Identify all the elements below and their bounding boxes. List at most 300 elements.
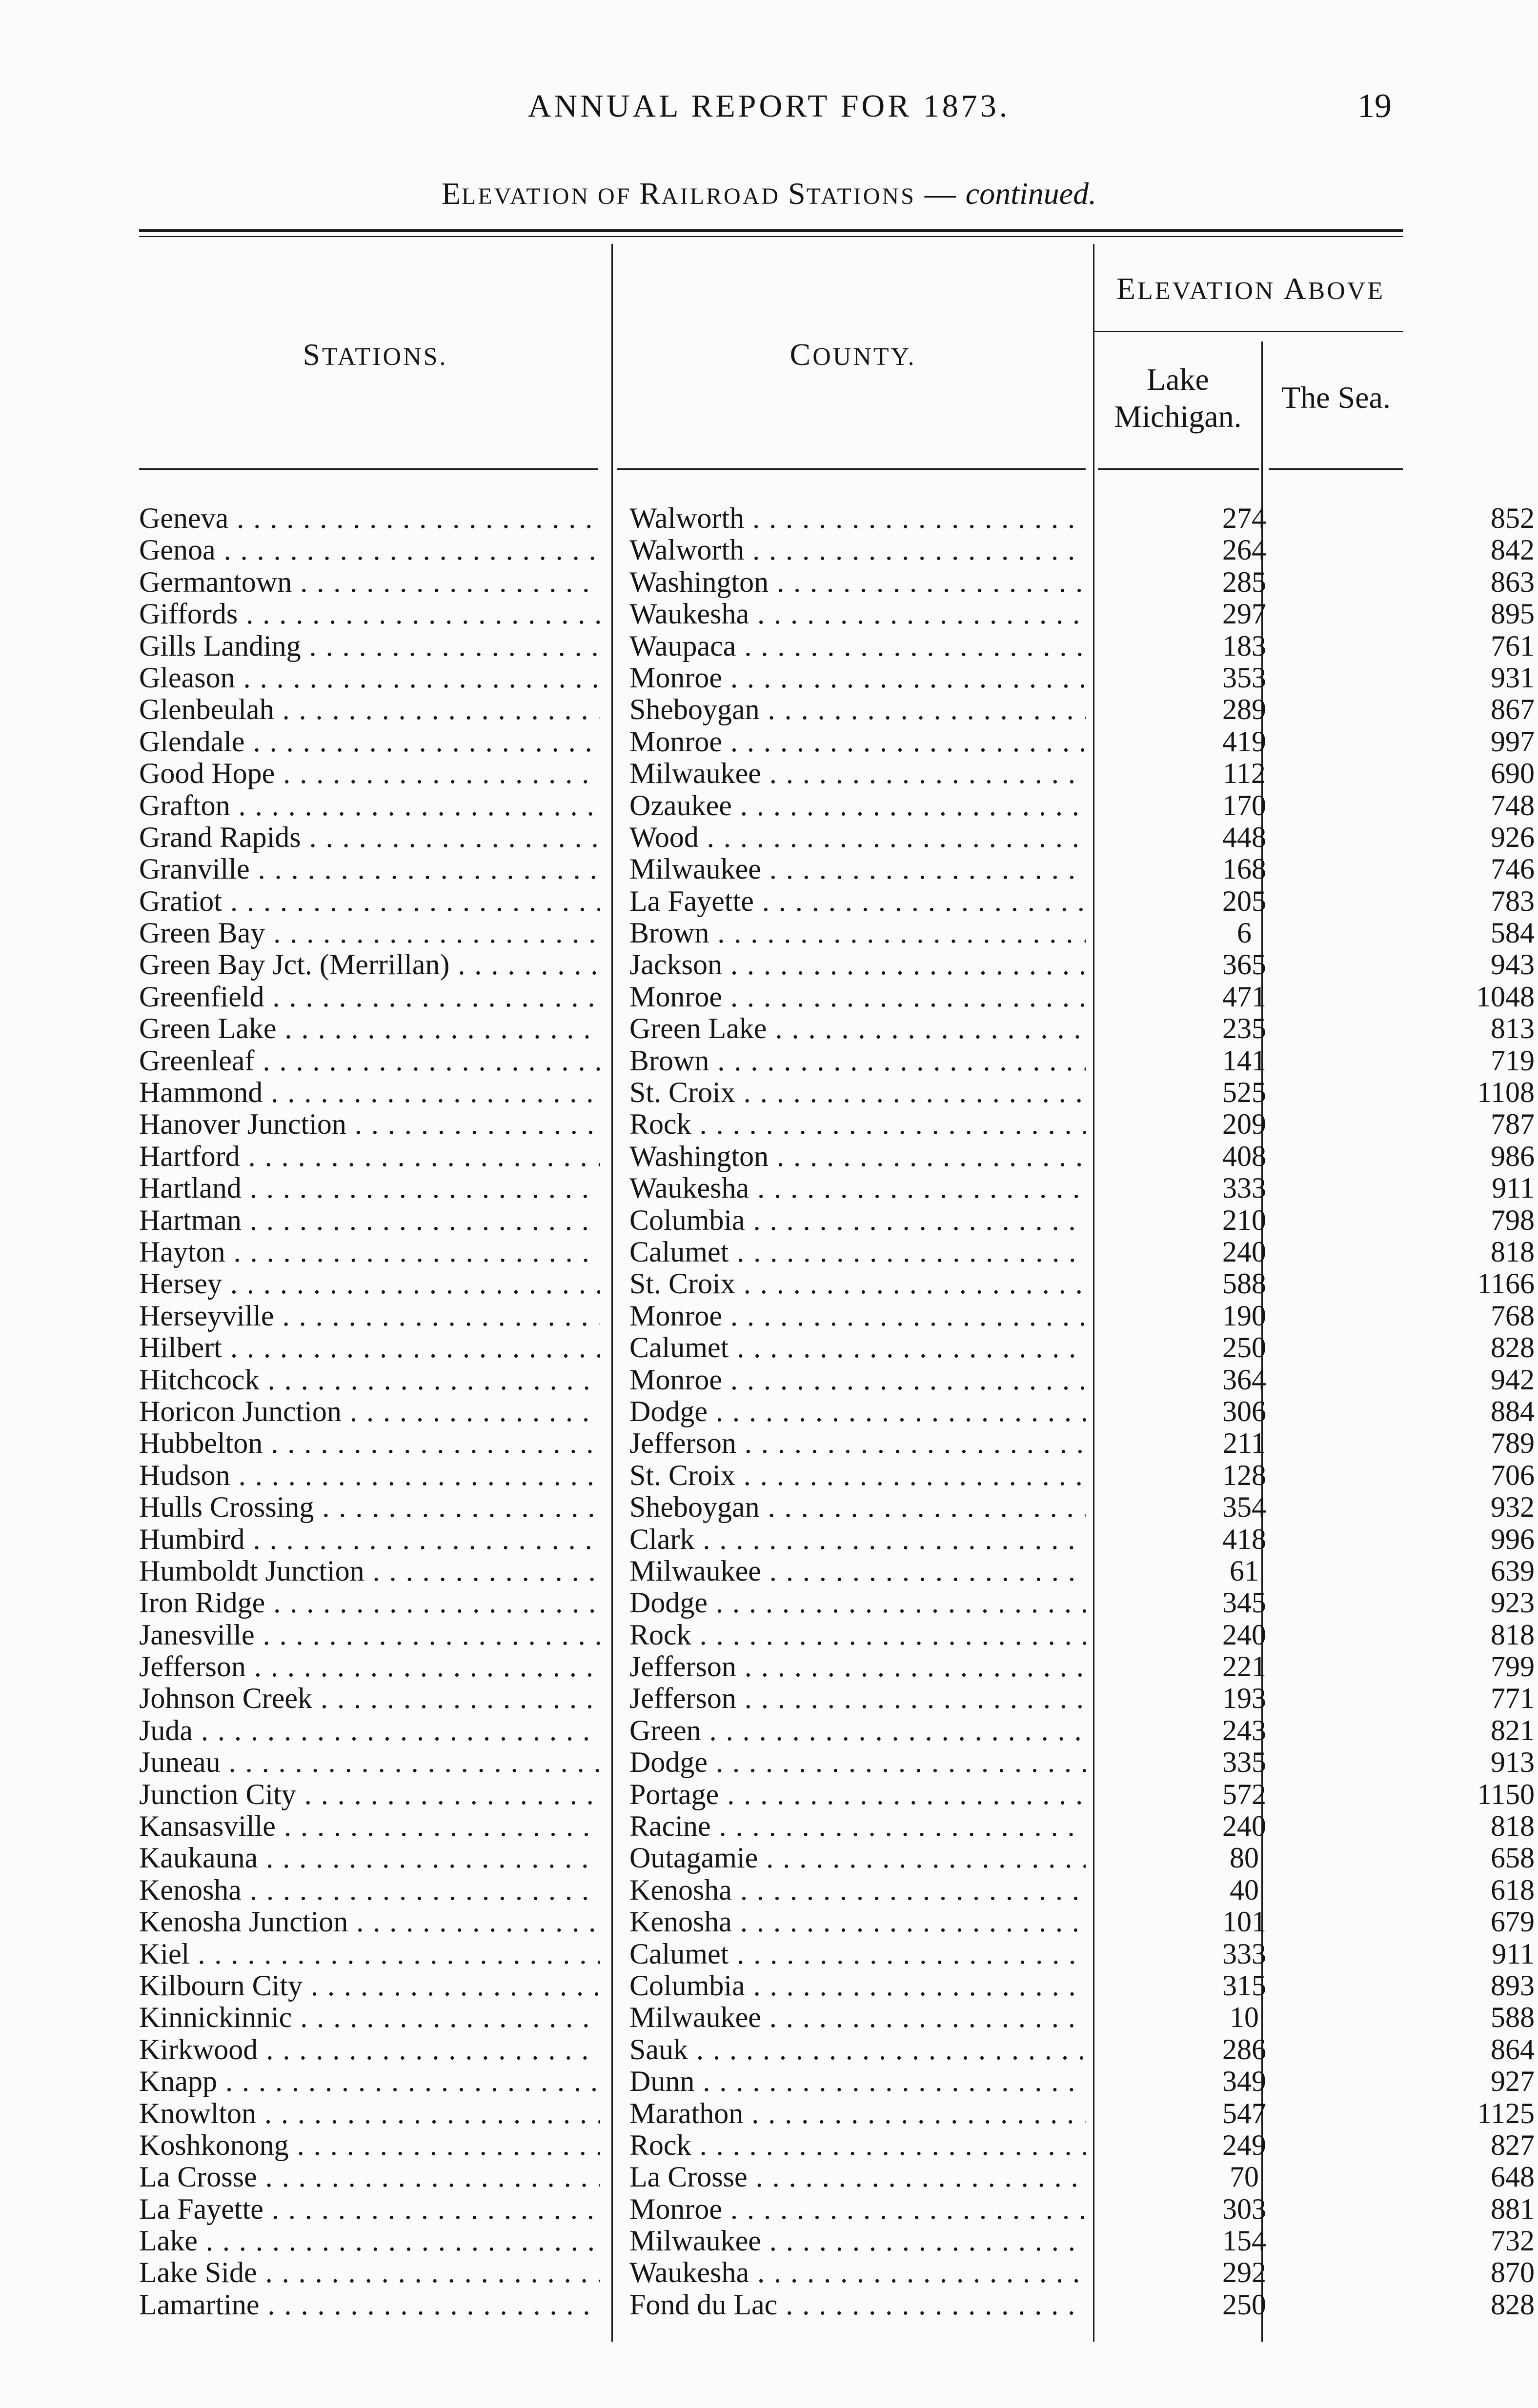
table-row (139, 1523, 1535, 1555)
elevation-sea: 732 (1491, 2225, 1535, 2257)
county-name: Jefferson . . . (629, 1651, 1086, 1683)
elevation-sea: 798 (1491, 1204, 1535, 1236)
elevation-lake-michigan: 61 (1230, 1555, 1259, 1587)
table-row (139, 1395, 1535, 1427)
elevation-lake-michigan: 170 (1222, 789, 1266, 822)
county-name: St. Croix . . . (629, 1268, 1086, 1300)
elevation-sea: 821 (1491, 1714, 1535, 1746)
table-row (139, 725, 1535, 758)
county-name: Monroe . . . (629, 1364, 1086, 1396)
county-name: Waukesha . . . (629, 1172, 1086, 1204)
station-name: Hanover Junction . . . (139, 1108, 600, 1140)
elevation-sea: 884 (1491, 1395, 1535, 1427)
station-name: Kenosha Junction . . . (139, 1906, 600, 1938)
elevation-lake-michigan: 250 (1222, 1332, 1266, 1364)
elevation-lake-michigan: 240 (1222, 1236, 1266, 1268)
elevation-lake-michigan: 349 (1222, 2066, 1266, 2098)
elevation-sea: 870 (1491, 2257, 1535, 2289)
county-name: Green . . . (629, 1715, 1086, 1746)
elevation-sea: 1048 (1476, 981, 1535, 1013)
page-number: 19 (1357, 87, 1392, 125)
elevation-lake-michigan: 243 (1222, 1714, 1266, 1746)
elevation-sea: 719 (1491, 1044, 1535, 1077)
station-name: Grand Rapids . . . (139, 822, 600, 853)
county-name: Portage . . . (629, 1779, 1086, 1810)
station-name: Knowlton . . . (139, 2098, 600, 2129)
elevation-sea: 818 (1491, 1619, 1535, 1651)
elevation-lake-michigan: 141 (1222, 1044, 1266, 1077)
column-header-county: COUNTY. (789, 337, 916, 372)
county-name: Racine . . . (629, 1810, 1086, 1842)
county-name: Waukesha . . . (629, 598, 1086, 630)
county-name: Dodge . . . (629, 1587, 1086, 1619)
county-name: Walworth . . . (629, 534, 1086, 566)
station-name: Herseyville . . . (139, 1300, 600, 1332)
table-row (139, 598, 1535, 630)
station-name: La Crosse . . . (139, 2161, 600, 2193)
elevation-lake-michigan: 525 (1222, 1077, 1266, 1109)
elevation-lake-michigan: 154 (1222, 2225, 1266, 2257)
table-row (139, 1619, 1535, 1651)
county-name: Monroe . . . (629, 726, 1086, 758)
table-row (139, 885, 1535, 917)
table-row (139, 2002, 1535, 2034)
header-bottom-rule-county (617, 468, 1086, 470)
elevation-lake-michigan: 112 (1223, 758, 1266, 790)
table-row (139, 1108, 1535, 1141)
elevation-sea: 818 (1491, 1236, 1535, 1268)
table-row (139, 2193, 1535, 2225)
elevation-sea: 679 (1491, 1906, 1535, 1938)
station-name: Green Lake . . . (139, 1013, 600, 1044)
table-row (139, 2033, 1535, 2066)
station-name: Hammond . . . (139, 1077, 600, 1108)
table-row (139, 917, 1535, 949)
top-rule-thick (139, 229, 1403, 232)
station-name: Granville . . . (139, 853, 600, 885)
station-name: Humbird . . . (139, 1524, 600, 1555)
station-name: Green Bay . . . (139, 917, 600, 949)
station-name: Junction City . . . (139, 1779, 600, 1810)
elevation-lake-michigan: 10 (1230, 2002, 1259, 2034)
table-row (139, 1874, 1535, 1906)
station-name: Janesville . . . (139, 1619, 600, 1651)
elevation-lake-michigan: 235 (1222, 1013, 1266, 1045)
elevation-sea: 927 (1491, 2066, 1535, 2098)
county-name: Green Lake . . . (629, 1013, 1086, 1044)
table-row (139, 1778, 1535, 1810)
table-row (139, 1459, 1535, 1491)
county-name: Ozaukee . . . (629, 790, 1086, 822)
column-header-lake-michigan: Lake Michigan. (1114, 362, 1242, 434)
station-name: Gills Landing . . . (139, 630, 600, 662)
table-row (139, 1300, 1535, 1332)
county-name: Milwaukee . . . (629, 1555, 1086, 1587)
station-name: Kirkwood . . . (139, 2034, 600, 2066)
elevation-lake-michigan: 286 (1222, 2033, 1266, 2066)
column-header-stations: STATIONS. (303, 337, 448, 372)
elevation-sea: 997 (1491, 725, 1535, 758)
station-name: La Fayette . . . (139, 2193, 600, 2225)
station-name: Koshkonong . . . (139, 2129, 600, 2161)
table-row (139, 2066, 1535, 2098)
elevation-sea: 867 (1491, 694, 1535, 726)
elevation-sea: 881 (1491, 2193, 1535, 2225)
elevation-lake-michigan: 353 (1222, 662, 1266, 694)
elevation-lake-michigan: 303 (1222, 2193, 1266, 2225)
station-name: Hulls Crossing . . . (139, 1491, 600, 1523)
table-row (139, 566, 1535, 598)
table-row (139, 821, 1535, 853)
table-row (139, 1810, 1535, 1843)
table-row (139, 758, 1535, 790)
county-name: Monroe . . . (629, 981, 1086, 1013)
elevation-lake-michigan: 364 (1222, 1364, 1266, 1396)
table-title: ELEVATION OF RAILROAD STATIONS — continued. (441, 176, 1097, 211)
county-name: Outagamie . . . (629, 1842, 1086, 1874)
station-name: Hitchcock . . . (139, 1364, 600, 1396)
county-name: Rock . . . (629, 2129, 1086, 2161)
station-name: Juda . . . (139, 1715, 600, 1746)
table-row (139, 1938, 1535, 1970)
county-name: Brown . . . (629, 1045, 1086, 1077)
elevation-sea: 746 (1491, 853, 1535, 885)
station-name: Hudson . . . (139, 1460, 600, 1491)
station-name: Good Hope . . . (139, 758, 600, 789)
column-header-elevation-above: ELEVATION ABOVE (1116, 271, 1385, 306)
elevation-sea: 584 (1491, 917, 1535, 949)
elevation-lake-michigan: 193 (1222, 1683, 1266, 1715)
station-name: Kaukauna . . . (139, 1842, 600, 1874)
table-row (139, 853, 1535, 885)
county-name: Columbia . . . (629, 1204, 1086, 1236)
elevation-sea: 828 (1491, 2288, 1535, 2321)
station-name: Hilbert . . . (139, 1332, 600, 1364)
county-name: Washington . . . (629, 1141, 1086, 1172)
county-name: Sheboygan . . . (629, 694, 1086, 725)
station-name: Hartford . . . (139, 1141, 600, 1172)
county-name: Monroe . . . (629, 1300, 1086, 1332)
table-row (139, 789, 1535, 822)
elevation-lake-michigan: 471 (1222, 981, 1266, 1013)
elevation-sea: 787 (1491, 1108, 1535, 1141)
table-row (139, 1555, 1535, 1587)
elevation-lake-michigan: 211 (1223, 1427, 1266, 1460)
elevation-lake-michigan: 70 (1230, 2161, 1259, 2193)
elevation-sea: 986 (1491, 1140, 1535, 1172)
elevation-lake-michigan: 183 (1222, 630, 1266, 662)
table-row (139, 1172, 1535, 1204)
county-name: Sheboygan . . . (629, 1491, 1086, 1523)
station-name: Humboldt Junction . . . (139, 1555, 600, 1587)
elevation-lake-michigan: 40 (1230, 1874, 1259, 1906)
elevation-lake-michigan: 588 (1222, 1268, 1266, 1300)
station-name: Grafton . . . (139, 790, 600, 822)
elevation-lake-michigan: 240 (1222, 1810, 1266, 1843)
table-row (139, 534, 1535, 566)
station-name: Lake Side . . . (139, 2257, 600, 2288)
elevation-sea: 864 (1491, 2033, 1535, 2066)
table-row (139, 1077, 1535, 1109)
elevation-sea: 618 (1491, 1874, 1535, 1906)
elevation-sea: 648 (1491, 2161, 1535, 2193)
elevation-lake-michigan: 335 (1222, 1746, 1266, 1779)
elevation-sea: 913 (1491, 1746, 1535, 1779)
elevation-sea: 842 (1491, 534, 1535, 566)
elevation-table (139, 502, 1535, 2321)
station-name: Johnson Creek . . . (139, 1683, 600, 1714)
elevation-sea: 748 (1491, 789, 1535, 822)
station-name: Gleason . . . (139, 662, 600, 694)
elevation-sea: 690 (1491, 758, 1535, 790)
elevation-lake-michigan: 274 (1222, 502, 1266, 534)
county-name: Monroe . . . (629, 662, 1086, 694)
elevation-lake-michigan: 285 (1222, 566, 1266, 598)
county-name: Calumet . . . (629, 1236, 1086, 1268)
elevation-lake-michigan: 572 (1222, 1778, 1266, 1810)
county-name: Clark . . . (629, 1524, 1086, 1555)
county-name: La Crosse . . . (629, 2161, 1086, 2193)
county-name: St. Croix . . . (629, 1077, 1086, 1108)
table-row (139, 2257, 1535, 2289)
station-name: Geneva . . . (139, 502, 600, 534)
table-row (139, 1268, 1535, 1300)
elevation-sea: 895 (1491, 598, 1535, 630)
table-row (139, 2288, 1535, 2321)
station-name: Hubbelton . . . (139, 1427, 600, 1459)
station-name: Gratiot . . . (139, 885, 600, 917)
elevation-lake-michigan: 205 (1222, 885, 1266, 917)
station-name: Greenleaf . . . (139, 1045, 600, 1077)
elevation-lake-michigan: 418 (1222, 1523, 1266, 1555)
county-name: Milwaukee . . . (629, 853, 1086, 885)
station-name: Kinnickinnic . . . (139, 2002, 600, 2033)
elevation-sea: 931 (1491, 662, 1535, 694)
station-name: Genoa . . . (139, 534, 600, 566)
elevation-lake-michigan: 292 (1222, 2257, 1266, 2289)
elevation-sea: 996 (1491, 1523, 1535, 1555)
elevation-lake-michigan: 221 (1222, 1651, 1266, 1683)
county-name: Monroe . . . (629, 2193, 1086, 2225)
county-name: Jefferson . . . (629, 1427, 1086, 1459)
elevation-lake-michigan: 80 (1230, 1842, 1259, 1874)
elevation-lake-michigan: 306 (1222, 1395, 1266, 1427)
table-row (139, 1714, 1535, 1746)
county-name: La Fayette . . . (629, 885, 1086, 917)
county-name: Dunn . . . (629, 2066, 1086, 2097)
elevation-sea: 789 (1491, 1427, 1535, 1460)
station-name: Giffords . . . (139, 598, 600, 630)
elevation-lake-michigan: 101 (1222, 1906, 1266, 1938)
table-row (139, 949, 1535, 981)
station-name: Kiel . . . (139, 1938, 600, 1970)
elevation-sea: 588 (1491, 2002, 1535, 2034)
top-rule-thin (139, 236, 1403, 237)
county-name: Fond du Lac . . . (629, 2289, 1086, 2321)
table-row (139, 2097, 1535, 2129)
county-name: Dodge . . . (629, 1746, 1086, 1778)
elevation-sea: 1150 (1477, 1778, 1535, 1810)
elevation-sea: 706 (1491, 1459, 1535, 1491)
county-name: Kenosha . . . (629, 1874, 1086, 1906)
county-name: Marathon . . . (629, 2098, 1086, 2129)
county-name: Washington . . . (629, 566, 1086, 598)
elevation-lake-michigan: 128 (1222, 1459, 1266, 1491)
elevation-sea: 932 (1491, 1491, 1535, 1524)
table-row (139, 1140, 1535, 1172)
county-name: Calumet . . . (629, 1332, 1086, 1364)
station-name: Glendale . . . (139, 726, 600, 758)
station-name: Hartman . . . (139, 1204, 600, 1236)
elevation-sea: 942 (1491, 1364, 1535, 1396)
elevation-lake-michigan: 345 (1222, 1587, 1266, 1619)
county-name: Jackson . . . (629, 949, 1086, 981)
elevation-sea: 1166 (1477, 1268, 1535, 1300)
header-bottom-rule-stations (139, 468, 598, 470)
table-row (139, 2225, 1535, 2257)
table-row (139, 1491, 1535, 1524)
table-row (139, 1651, 1535, 1683)
county-name: Brown . . . (629, 917, 1086, 949)
station-name: Green Bay Jct. (Merrillan) . . . (139, 949, 600, 981)
header-bottom-rule-lake (1098, 468, 1259, 470)
elevation-sea: 813 (1491, 1013, 1535, 1045)
county-name: Calumet . . . (629, 1938, 1086, 1970)
elevation-lake-michigan: 419 (1222, 725, 1266, 758)
elevation-sea: 911 (1492, 1172, 1535, 1204)
elevation-lake-michigan: 297 (1222, 598, 1266, 630)
elevation-sea: 943 (1491, 949, 1535, 981)
county-name: St. Croix . . . (629, 1460, 1086, 1491)
elevation-sea: 768 (1491, 1300, 1535, 1332)
running-title: ANNUAL REPORT FOR 1873. (527, 88, 1011, 124)
table-row (139, 1842, 1535, 1874)
table-row (139, 981, 1535, 1013)
elevation-lake-michigan: 240 (1222, 1619, 1266, 1651)
elevation-header-rule (1094, 331, 1403, 332)
elevation-lake-michigan: 448 (1222, 821, 1266, 853)
station-name: Greenfield . . . (139, 981, 600, 1013)
county-name: Waukesha . . . (629, 2257, 1086, 2288)
elevation-lake-michigan: 210 (1222, 1204, 1266, 1236)
station-name: Glenbeulah . . . (139, 694, 600, 725)
elevation-lake-michigan: 190 (1222, 1300, 1266, 1332)
county-name: Milwaukee . . . (629, 758, 1086, 789)
county-name: Rock . . . (629, 1619, 1086, 1651)
elevation-sea: 863 (1491, 566, 1535, 598)
elevation-lake-michigan: 333 (1222, 1172, 1266, 1204)
station-name: Germantown . . . (139, 566, 600, 598)
station-name: Knapp . . . (139, 2066, 600, 2097)
county-name: Kenosha . . . (629, 1906, 1086, 1938)
table-row (139, 1427, 1535, 1460)
elevation-lake-michigan: 547 (1222, 2097, 1266, 2129)
station-name: Hayton . . . (139, 1236, 600, 1268)
elevation-lake-michigan: 168 (1222, 853, 1266, 885)
county-name: Wood . . . (629, 822, 1086, 853)
elevation-sea: 828 (1491, 1332, 1535, 1364)
table-row (139, 1364, 1535, 1396)
county-name: Sauk . . . (629, 2034, 1086, 2066)
county-name: Columbia . . . (629, 1970, 1086, 2002)
station-name: Kenosha . . . (139, 1874, 600, 1906)
table-row (139, 1332, 1535, 1364)
elevation-sea: 1125 (1477, 2097, 1535, 2129)
station-name: Hersey . . . (139, 1268, 600, 1300)
table-row (139, 1236, 1535, 1268)
county-name: Dodge . . . (629, 1396, 1086, 1427)
table-row (139, 1906, 1535, 1938)
table-row (139, 662, 1535, 694)
elevation-lake-michigan: 354 (1222, 1491, 1266, 1524)
elevation-lake-michigan: 289 (1222, 694, 1266, 726)
elevation-sea: 818 (1491, 1810, 1535, 1843)
table-row (139, 1013, 1535, 1045)
elevation-sea: 827 (1491, 2129, 1535, 2161)
elevation-lake-michigan: 315 (1222, 1969, 1266, 2002)
elevation-lake-michigan: 333 (1222, 1938, 1266, 1970)
elevation-lake-michigan: 264 (1222, 534, 1266, 566)
elevation-sea: 761 (1491, 630, 1535, 662)
elevation-sea: 926 (1491, 821, 1535, 853)
table-row (139, 1204, 1535, 1236)
elevation-sea: 639 (1491, 1555, 1535, 1587)
column-header-the-sea: The Sea. (1281, 380, 1391, 415)
elevation-sea: 852 (1491, 502, 1535, 534)
station-name: Horicon Junction . . . (139, 1396, 600, 1427)
table-row (139, 2161, 1535, 2193)
elevation-lake-michigan: 250 (1222, 2288, 1266, 2321)
elevation-sea: 911 (1492, 1938, 1535, 1970)
table-row (139, 630, 1535, 662)
county-name: Jefferson . . . (629, 1683, 1086, 1714)
station-name: Juneau . . . (139, 1746, 600, 1778)
elevation-sea: 893 (1491, 1969, 1535, 2002)
station-name: Hartland . . . (139, 1172, 600, 1204)
station-name: Kansasville . . . (139, 1810, 600, 1842)
elevation-sea: 771 (1491, 1683, 1535, 1715)
table-row (139, 2129, 1535, 2161)
elevation-sea: 923 (1491, 1587, 1535, 1619)
table-row (139, 502, 1535, 534)
station-name: Lake . . . (139, 2225, 600, 2257)
county-name: Waupaca . . . (629, 630, 1086, 662)
elevation-lake-michigan: 209 (1222, 1108, 1266, 1141)
table-row (139, 1044, 1535, 1077)
county-name: Rock . . . (629, 1108, 1086, 1140)
header-bottom-rule-sea (1269, 468, 1403, 470)
elevation-sea: 1108 (1477, 1077, 1535, 1109)
elevation-lake-michigan: 249 (1222, 2129, 1266, 2161)
county-name: Walworth . . . (629, 502, 1086, 534)
station-name: Iron Ridge . . . (139, 1587, 600, 1619)
elevation-sea: 658 (1491, 1842, 1535, 1874)
table-row (139, 1683, 1535, 1715)
elevation-lake-michigan: 365 (1222, 949, 1266, 981)
county-name: Milwaukee . . . (629, 2225, 1086, 2257)
table-row (139, 1969, 1535, 2002)
station-name: Lamartine . . . (139, 2289, 600, 2321)
elevation-lake-michigan: 408 (1222, 1140, 1266, 1172)
elevation-sea: 799 (1491, 1651, 1535, 1683)
station-name: Kilbourn City . . . (139, 1970, 600, 2002)
table-row (139, 1746, 1535, 1779)
elevation-sea: 783 (1491, 885, 1535, 917)
elevation-lake-michigan: 6 (1237, 917, 1252, 949)
table-row (139, 694, 1535, 726)
table-row (139, 1587, 1535, 1619)
county-name: Milwaukee . . . (629, 2002, 1086, 2033)
